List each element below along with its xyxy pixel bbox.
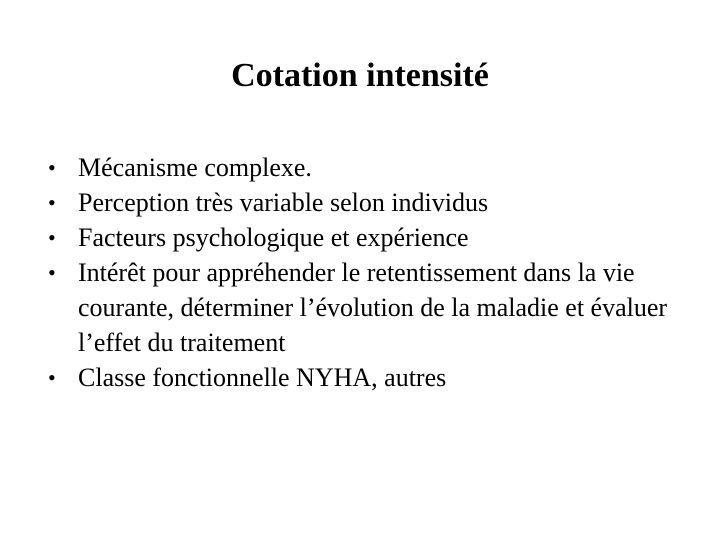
bullet-item-2: [48, 185, 688, 220]
slide-title: Cotation intensité: [231, 57, 489, 94]
bullet-dot-icon: •: [48, 190, 56, 215]
bullet-item-3: [48, 220, 688, 255]
bullet-item-4: [48, 255, 688, 360]
bullet-text: Facteurs psychologique et expérience: [78, 223, 469, 252]
bullet-text: Classe fonctionnelle NYHA, autres: [78, 363, 447, 392]
bullet-item-1: [48, 150, 688, 185]
bullet-dot-icon: •: [48, 365, 56, 390]
bullet-text: Mécanisme complexe.: [78, 153, 312, 182]
bullet-text: Perception très variable selon individus: [78, 188, 489, 217]
bullet-dot-icon: •: [48, 260, 56, 285]
bullet-dot-icon: •: [48, 155, 56, 180]
bullet-item-5: [48, 360, 688, 395]
bullet-text: Intérêt pour appréhender le retentissement dans la vie courante, déterminer l’évolution de la maladie et évaluer l’effet du traitement: [78, 258, 668, 357]
bullet-dot-icon: •: [48, 225, 56, 250]
bullet-list: [48, 150, 688, 395]
